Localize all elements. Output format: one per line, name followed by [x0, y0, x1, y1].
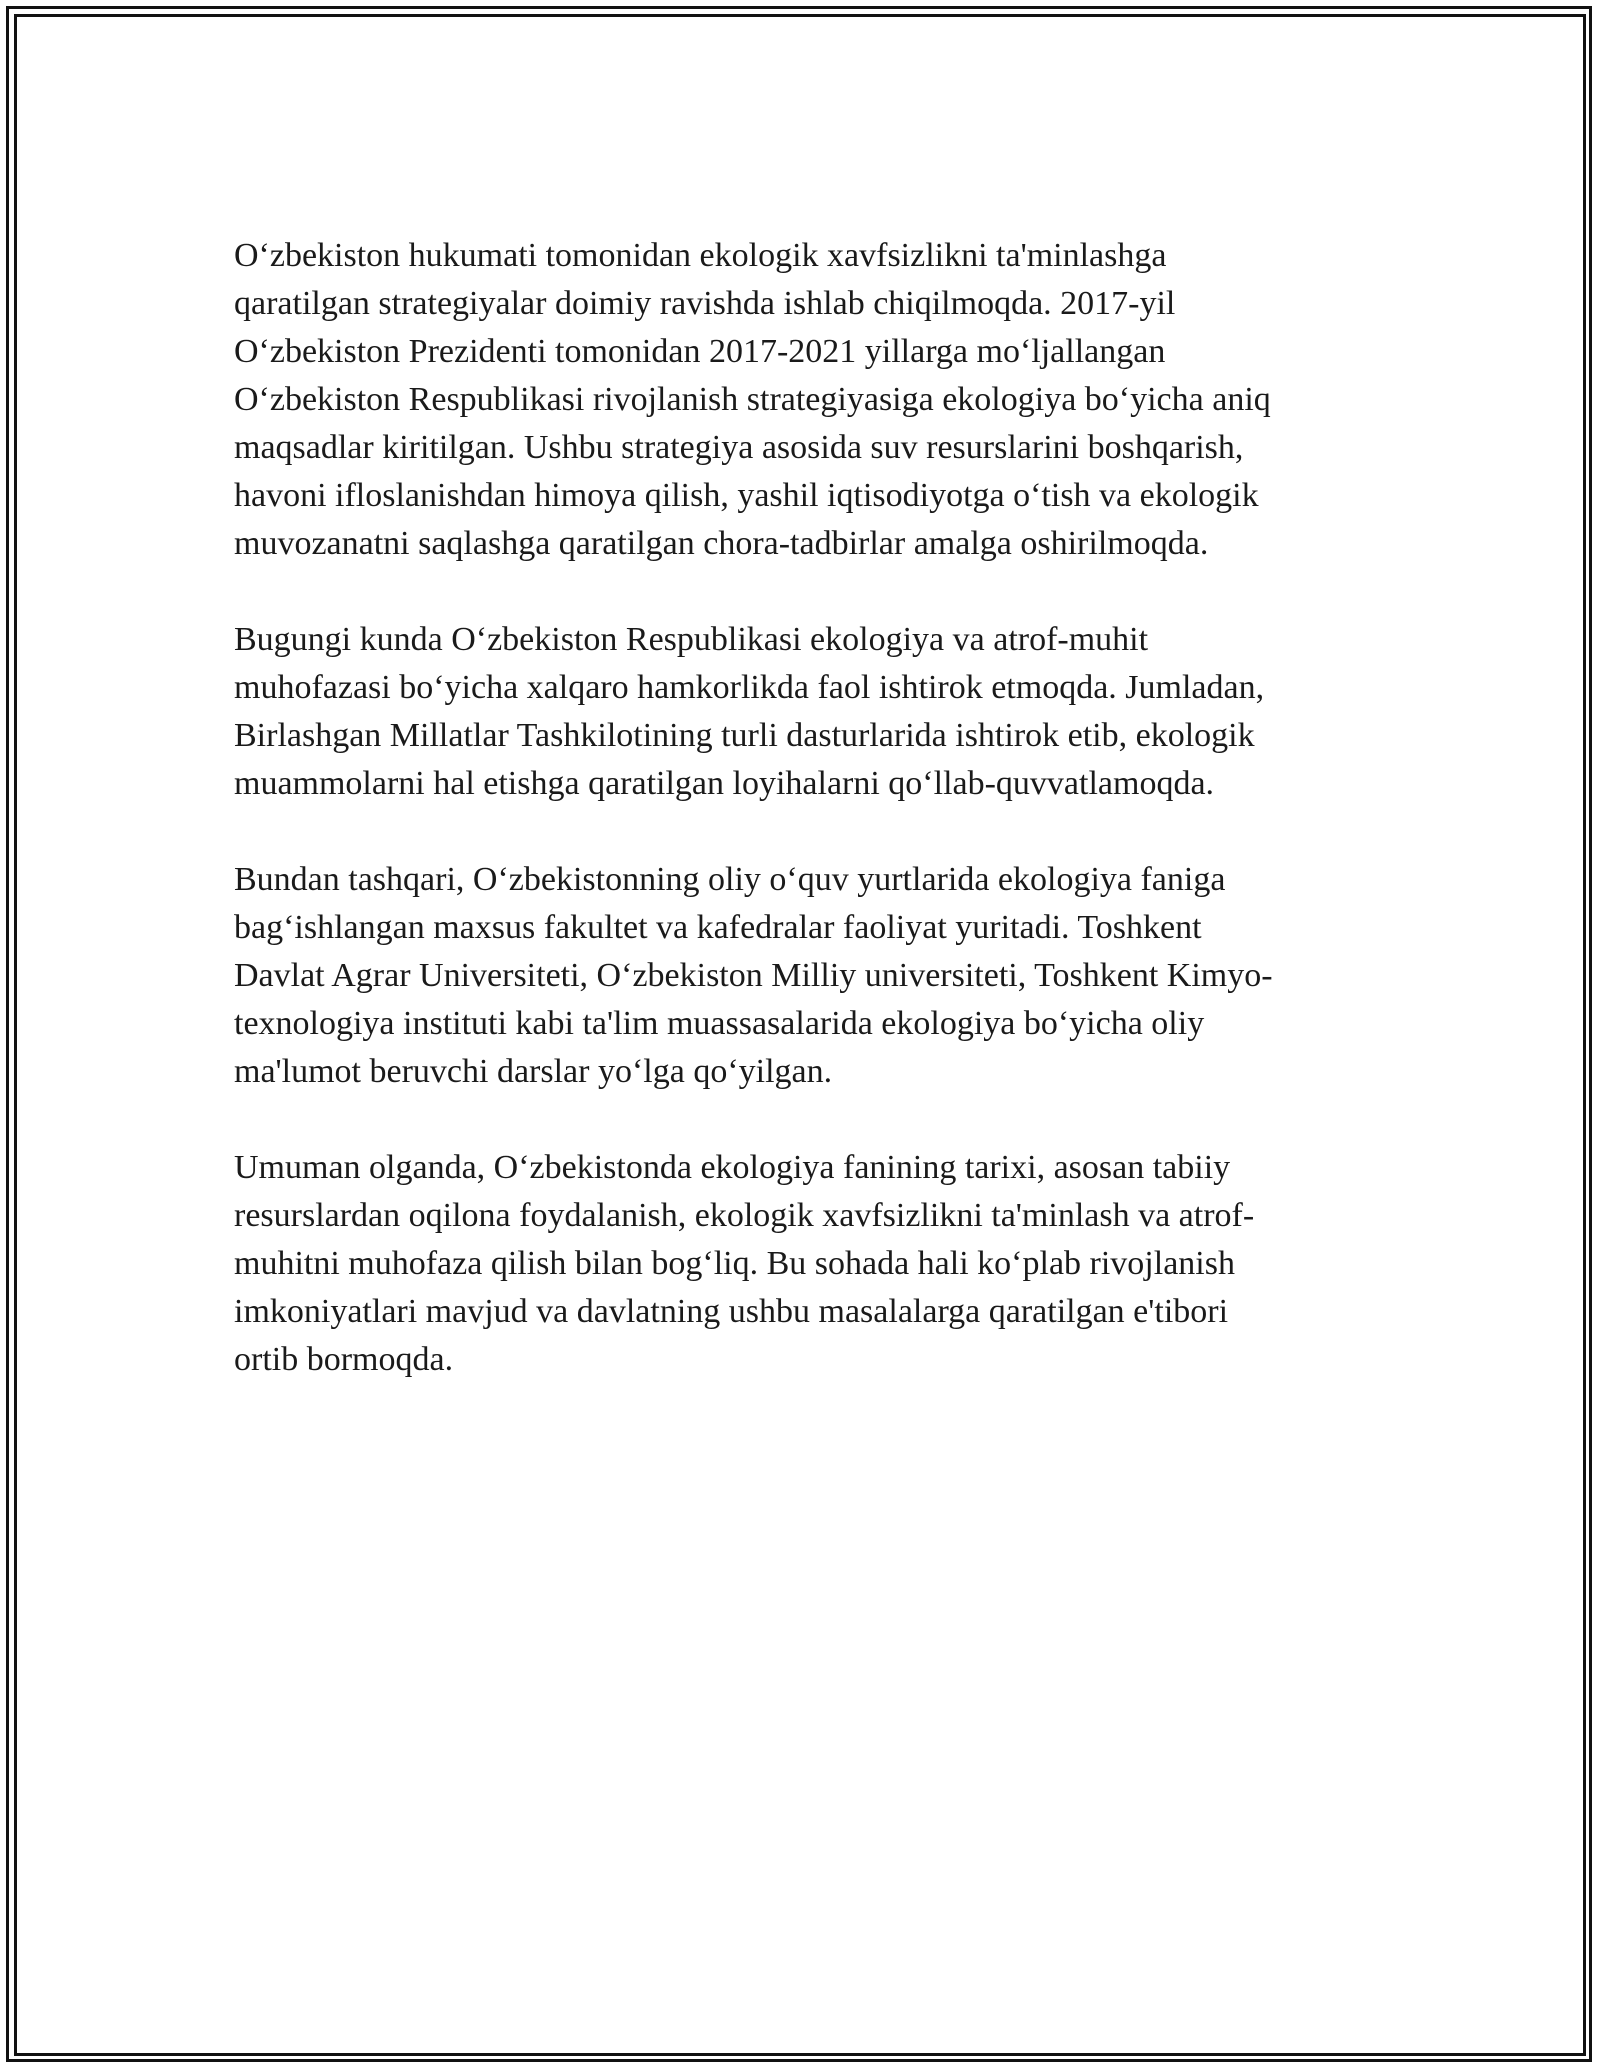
- paragraph-conclusion: [234, 1144, 1384, 1384]
- text-line: imkoniyatlari mavjud va davlatning ushbu masalalarga qaratilgan e'tibori: [234, 1293, 1229, 1330]
- text-line: O‘zbekiston Respublikasi rivojlanish strategiyasiga ekologiya bo‘yicha aniq: [234, 381, 1271, 418]
- text-line: texnologiya instituti kabi ta'lim muassasalarida ekologiya bo‘yicha oliy: [234, 1005, 1205, 1042]
- text-line: ma'lumot beruvchi darslar yo‘lga qo‘yilgan.: [234, 1053, 833, 1090]
- text-line: Umuman olganda, O‘zbekistonda ekologiya fanining tarixi, asosan tabiiy: [234, 1149, 1231, 1186]
- text-line: muammolarni hal etishga qaratilgan loyihalarni qo‘llab-quvvatlamoqda.: [234, 765, 1215, 802]
- text-line: muvozanatni saqlashga qaratilgan chora-tadbirlar amalga oshirilmoqda.: [234, 525, 1209, 562]
- text-line: resurslardan oqilona foydalanish, ekologik xavfsizlikni ta'minlash va atrof-: [234, 1197, 1255, 1234]
- text-line: ortib bormoqda.: [234, 1341, 454, 1378]
- text-line: Birlashgan Millatlar Tashkilotining turli dasturlarida ishtirok etib, ekologik: [234, 717, 1255, 754]
- document-body: [234, 232, 1384, 1432]
- text-line: O‘zbekiston Prezidenti tomonidan 2017-2021 yillarga mo‘ljallangan: [234, 333, 1166, 370]
- text-line: bag‘ishlangan maxsus fakultet va kafedralar faoliyat yuritadi. Toshkent: [234, 909, 1202, 946]
- paragraph-higher-education: [234, 856, 1384, 1096]
- paragraph-ecological-strategy: [234, 232, 1384, 568]
- paragraph-international-cooperation: [234, 616, 1384, 808]
- text-line: Davlat Agrar Universiteti, O‘zbekiston Milliy universiteti, Toshkent Kimyo-: [234, 957, 1273, 994]
- text-line: maqsadlar kiritilgan. Ushbu strategiya asosida suv resurslarini boshqarish,: [234, 429, 1244, 466]
- text-line: havoni ifloslanishdan himoya qilish, yashil iqtisodiyotga o‘tish va ekologik: [234, 477, 1259, 514]
- text-line: Bugungi kunda O‘zbekiston Respublikasi ekologiya va atrof-muhit: [234, 621, 1149, 658]
- text-line: muhitni muhofaza qilish bilan bog‘liq. Bu sohada hali ko‘plab rivojlanish: [234, 1245, 1235, 1282]
- text-line: qaratilgan strategiyalar doimiy ravishda ishlab chiqilmoqda. 2017-yil: [234, 285, 1176, 322]
- text-line: O‘zbekiston hukumati tomonidan ekologik xavfsizlikni ta'minlashga: [234, 237, 1167, 274]
- text-line: muhofazasi bo‘yicha xalqaro hamkorlikda faol ishtirok etmoqda. Jumladan,: [234, 669, 1265, 706]
- text-line: Bundan tashqari, O‘zbekistonning oliy o‘quv yurtlarida ekologiya faniga: [234, 861, 1226, 898]
